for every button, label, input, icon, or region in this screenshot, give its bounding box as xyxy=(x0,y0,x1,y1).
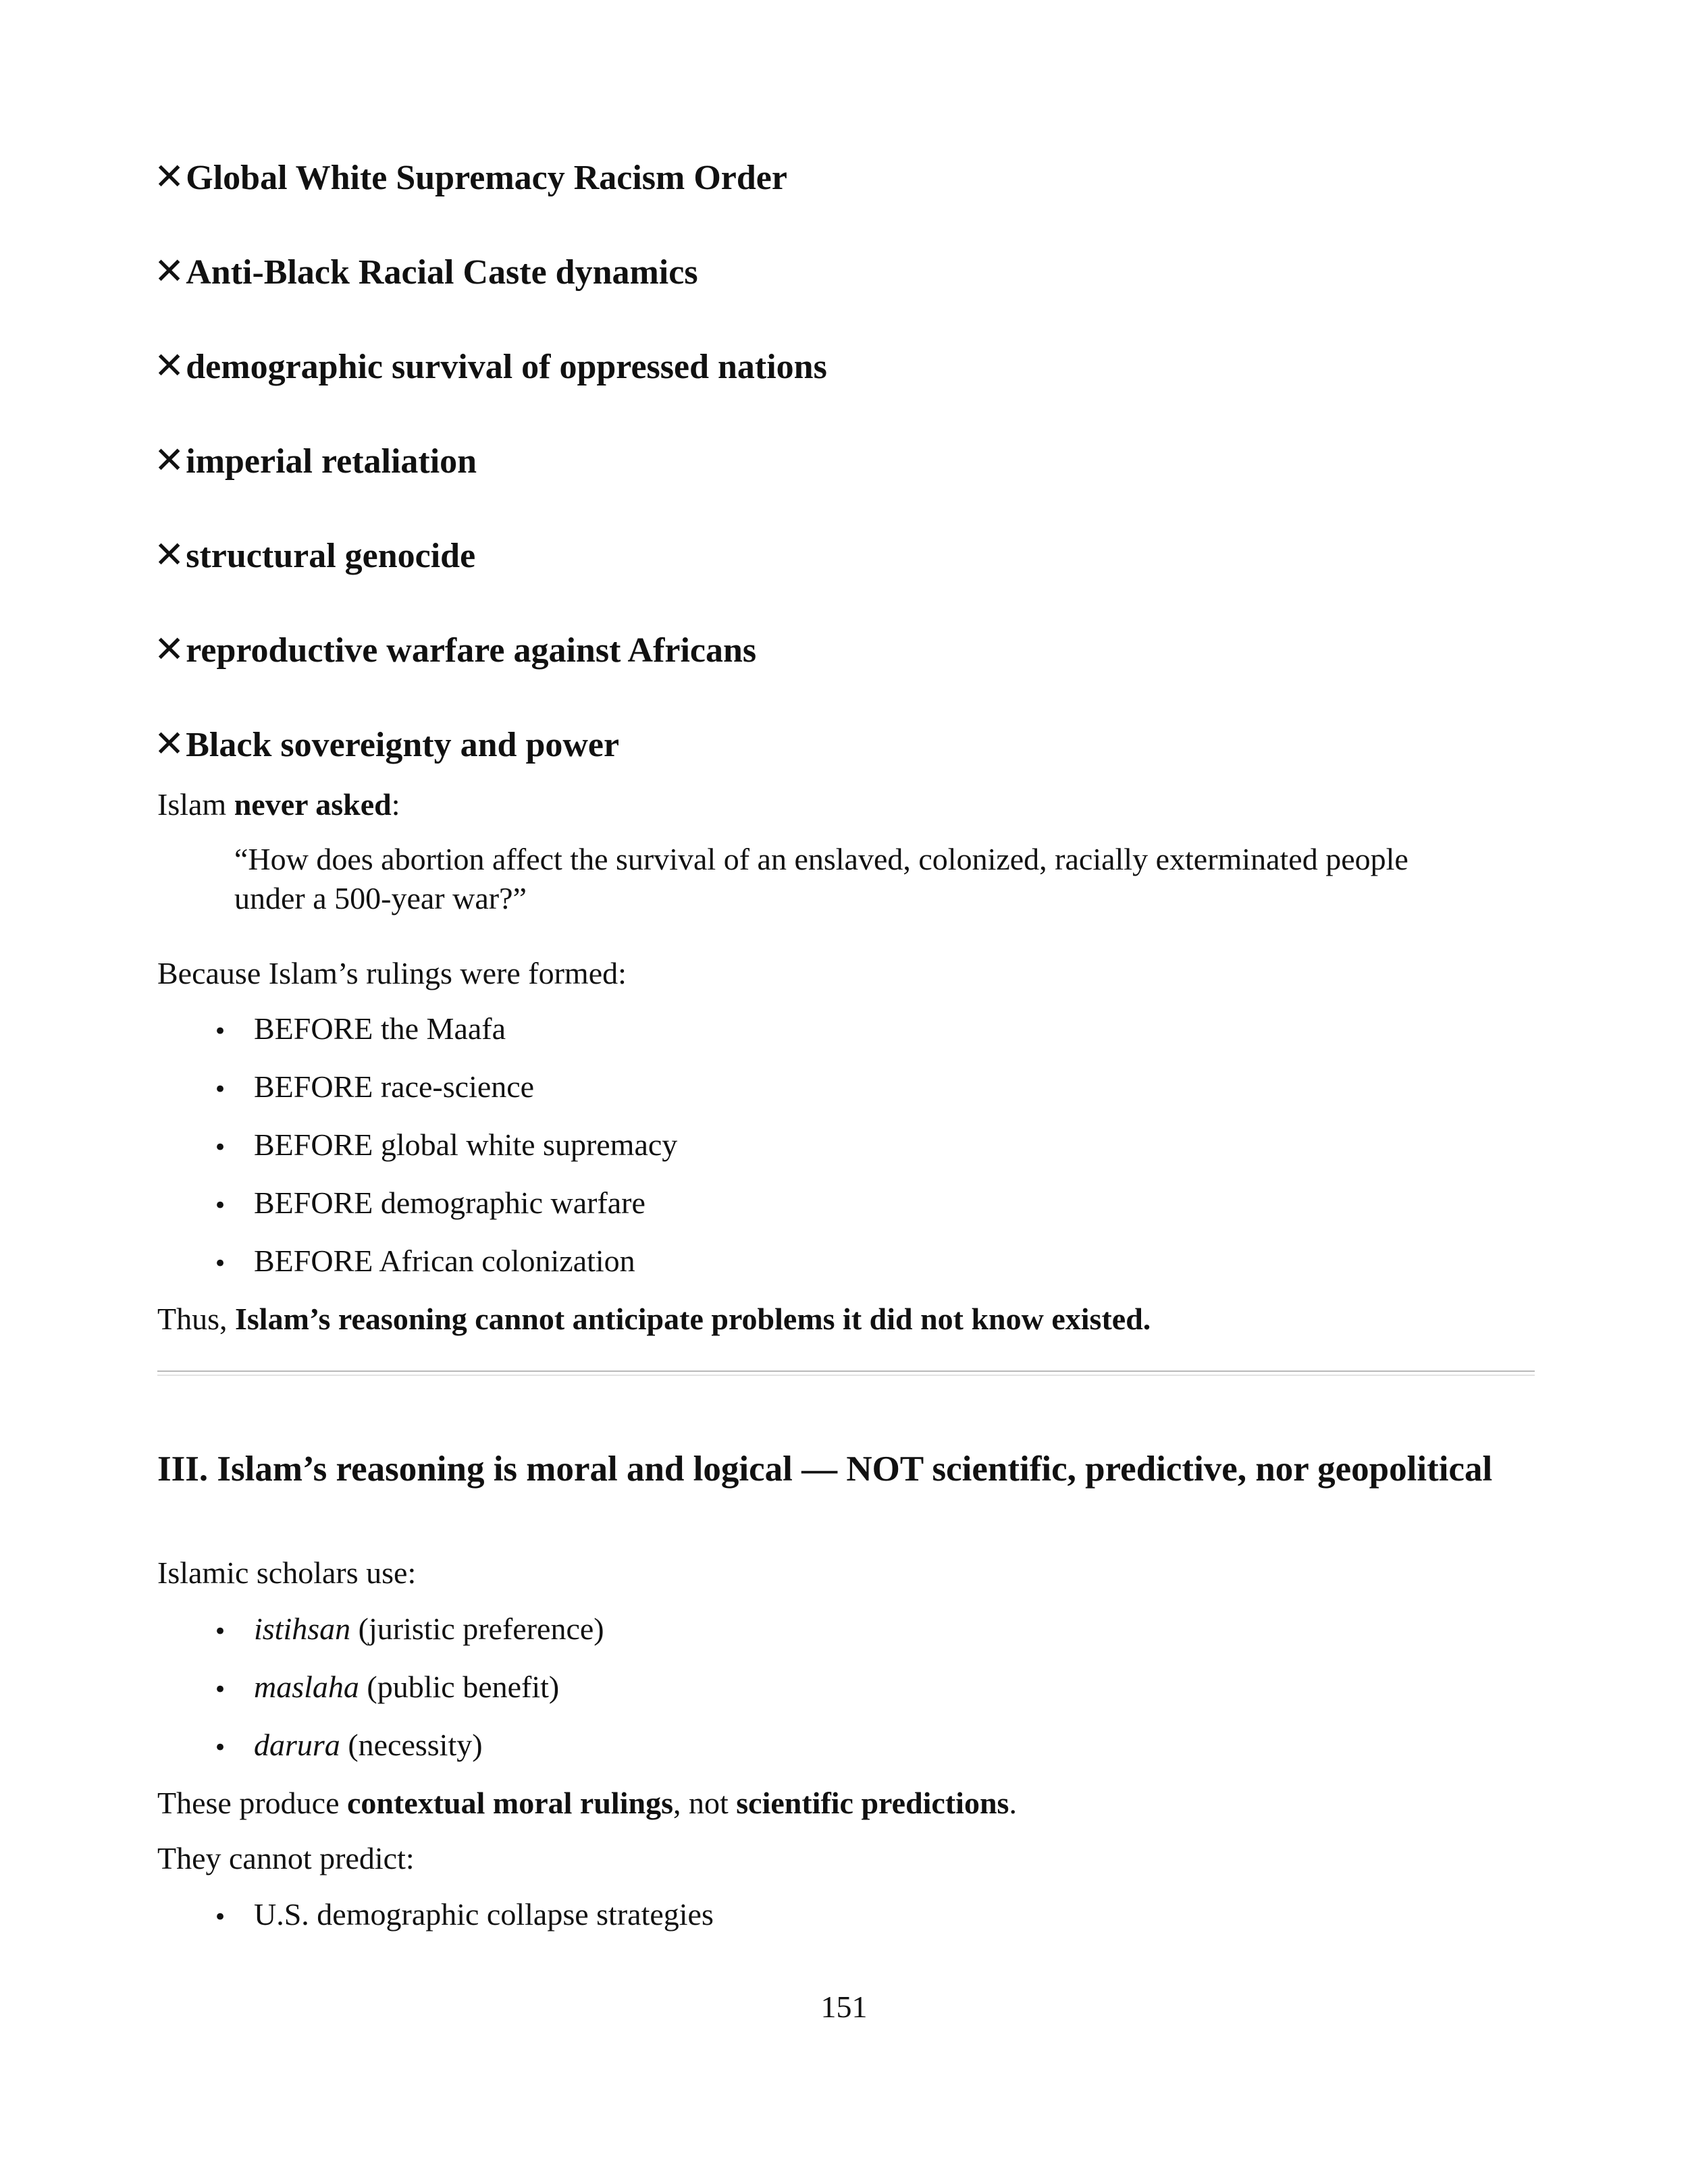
term-italic: istihsan xyxy=(254,1612,351,1646)
x-item-text: Anti-Black Racial Caste dynamics xyxy=(186,253,698,292)
never-asked-suffix: : xyxy=(391,787,400,822)
rulings-intro: Because Islam’s rulings were formed: xyxy=(157,956,627,990)
list-item xyxy=(213,1726,483,1767)
thus-bold: Islam’s reasoning cannot anticipate problems it did not know existed. xyxy=(235,1302,1151,1336)
list-item xyxy=(213,1010,506,1050)
x-item xyxy=(154,155,787,200)
term-gloss: (necessity) xyxy=(340,1728,483,1762)
cross-mark-icon: ✕ xyxy=(154,722,185,765)
list-item-text: BEFORE global white supremacy xyxy=(254,1127,678,1162)
cross-mark-icon: ✕ xyxy=(154,533,185,576)
list-item xyxy=(213,1668,559,1709)
list-item-text: BEFORE African colonization xyxy=(254,1244,635,1278)
bullet-icon: • xyxy=(213,1676,228,1703)
bullet-icon: • xyxy=(213,1734,228,1761)
produce-bold-1: contextual moral rulings xyxy=(347,1786,673,1820)
x-item-text: imperial retaliation xyxy=(186,442,477,481)
horizontal-divider xyxy=(157,1370,1535,1376)
x-item-text: Black sovereignty and power xyxy=(186,726,620,764)
bullet-icon: • xyxy=(213,1134,228,1161)
cross-mark-icon: ✕ xyxy=(154,155,185,198)
x-item xyxy=(154,533,475,578)
x-item xyxy=(154,344,827,389)
bullet-icon: • xyxy=(213,1250,228,1277)
cross-mark-icon: ✕ xyxy=(154,344,185,387)
cross-mark-icon: ✕ xyxy=(154,628,185,670)
bullet-icon: • xyxy=(213,1076,228,1103)
list-item xyxy=(213,1610,604,1651)
produce-middle: , not xyxy=(672,1786,737,1820)
x-item xyxy=(154,722,619,767)
x-item xyxy=(154,628,756,672)
page-number: 151 xyxy=(820,1990,868,2024)
list-item xyxy=(213,1242,635,1283)
never-asked-bold: never asked xyxy=(234,787,392,822)
bullet-icon: • xyxy=(213,1904,228,1931)
list-item xyxy=(213,1126,677,1167)
list-item xyxy=(213,1068,534,1109)
section-heading: III. Islam’s reasoning is moral and logical — NOT scientific, predictive, nor geopolitical xyxy=(157,1449,1493,1489)
x-item-text: structural genocide xyxy=(186,537,476,575)
cross-mark-icon: ✕ xyxy=(154,250,185,292)
block-quote: “How does abortion affect the survival of an enslaved, colonized, racially exterminated people under a 500-year war?” xyxy=(234,842,1408,915)
scholars-intro: Islamic scholars use: xyxy=(157,1555,417,1590)
thus-line xyxy=(157,1300,1151,1338)
term-gloss: (juristic preference) xyxy=(350,1612,604,1646)
cross-mark-icon: ✕ xyxy=(154,439,185,481)
bullet-icon: • xyxy=(213,1618,228,1645)
x-item xyxy=(154,250,698,294)
list-item xyxy=(213,1184,645,1225)
produce-bold-2: scientific predictions xyxy=(736,1786,1009,1820)
term-italic: darura xyxy=(254,1728,340,1762)
list-item-text: BEFORE demographic warfare xyxy=(254,1186,645,1220)
produce-line xyxy=(157,1784,1017,1822)
produce-prefix: These produce xyxy=(157,1786,347,1820)
produce-suffix: . xyxy=(1009,1786,1017,1820)
never-asked-prefix: Islam xyxy=(157,787,234,822)
list-item xyxy=(213,1896,714,1936)
term-gloss: (public benefit) xyxy=(359,1670,560,1704)
list-item-text: BEFORE race-science xyxy=(254,1069,535,1104)
x-item-text: demographic survival of oppressed nations xyxy=(186,348,827,386)
bullet-icon: • xyxy=(213,1192,228,1219)
term-italic: maslaha xyxy=(254,1670,359,1704)
x-item xyxy=(154,439,477,483)
bullet-icon: • xyxy=(213,1018,228,1045)
cannot-predict-intro: They cannot predict: xyxy=(157,1841,415,1875)
x-item-text: Global White Supremacy Racism Order xyxy=(186,159,787,197)
list-item-text: U.S. demographic collapse strategies xyxy=(254,1897,714,1932)
never-asked-line xyxy=(157,786,400,824)
thus-prefix: Thus, xyxy=(157,1302,235,1336)
x-item-text: reproductive warfare against Africans xyxy=(186,631,757,670)
list-item-text: BEFORE the Maafa xyxy=(254,1011,506,1046)
